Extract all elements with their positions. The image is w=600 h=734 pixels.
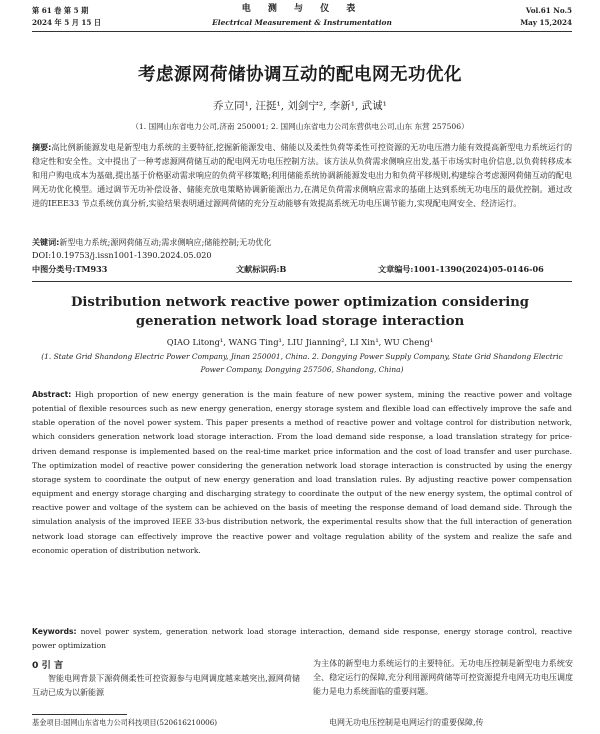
cn-keywords bbox=[32, 236, 572, 250]
header-date-cn: 2024 年 5 月 15 日 bbox=[32, 18, 102, 27]
cn-title: 考虑源网荷储协调互动的配电网无功优化 bbox=[138, 65, 462, 85]
body-right-column: 为主体的新型电力系统运行的主要特征。无功电压控制是新型电力系统安全、稳定运行的保障,充分利用源网荷储等可控资源提升电网无功电压调度能力是电力系统面临的重要问题。 bbox=[313, 659, 573, 697]
footnote-rule bbox=[32, 714, 127, 715]
en-keywords bbox=[32, 625, 572, 653]
body-right-column-continued: 电网无功电压控制是电网运行的重要保障,传 bbox=[329, 718, 484, 727]
en-authors: QIAO Litong¹, WANG Ting¹, LIU Jianning², LI Xin¹, WU Cheng¹ bbox=[166, 337, 434, 347]
cn-abstract bbox=[32, 141, 572, 211]
en-keywords-label: Keywords: bbox=[32, 627, 77, 636]
en-abstract bbox=[32, 388, 572, 558]
en-abstract-text: High proportion of new energy generation is the main feature of new power system, mining the reactive power and voltage potential of flexible resources such as new energy generation, energy storage system and flexible load can effectively improve the safe and stable operation of the novel power system. This paper presents a method of reactive power and voltage control for distribution network, which considers generation network load storage interaction. From the load demand side response, a load translation strategy for price-driven demand response is implemented based on the real-time market price information and the cost of load transfer and user purchase. The optimization model of reactive power considering the generation network load storage interaction is constructed by using the energy storage system to coordinate the output of new energy generation and load translation rules. By adjusting reactive power compensation equipment and energy storage charging and discharging strategy to coordinate the output of the new energy system, the optimal control of reactive power and voltage of the system can be achieved on the basis of meeting the response demand of load demand side. Through the simulation analysis of the improved IEEE 33-bus distribution network, the experimental results show that the full interaction of generation network load storage can effectively improve the reactive power and voltage regulation ability of the system and realize the safe and economic operation of distribution network. bbox=[32, 390, 572, 555]
cn-keywords-text: 新型电力系统;源网荷储互动;需求侧响应;储能控制;无功优化 bbox=[59, 238, 272, 247]
fund-note: 基金项目:国网山东省电力公司科技项目(520616210006) bbox=[32, 718, 218, 727]
article-number: 文章编号:1001-1390(2024)05-0146-06 bbox=[378, 264, 544, 274]
doi: DOI:10.19753/j.issn1001-1390.2024.05.020 bbox=[32, 250, 212, 260]
en-title-line-1: Distribution network reactive power optimization considering bbox=[70, 295, 530, 310]
header-volume: 第 61 卷 第 5 期 bbox=[32, 6, 89, 15]
en-title-line-2: generation network load storage interaction bbox=[135, 314, 465, 329]
body-left-column: 智能电网背景下源荷侧柔性可控资源参与电网调度越来越突出,源网荷储互动已成为以新能源 bbox=[32, 674, 300, 698]
cn-abstract-text: 高比例新能源发电是新型电力系统的主要特征,挖掘新能源发电、储能以及柔性负荷等柔性可控资源的无功电压潜力能有效提高新型电力系统运行的稳定性和安全性。文中提出了一种考虑源网荷储互动的配电网无功电压控制方法。该方法从负荷需求侧响应出发,基于市场实时电价信息,以负荷转移成本和用户购电成本为基础,提出基于价格驱动需求响应的负荷平移策略;利用储能系统协调新能源发电出力和负荷平移规则,构建综合考虑源网荷储互动的配电网无功优化模型。通过调节无功补偿设备、储能充放电策略协调新能源出力,在满足负荷需求侧响应需求的基础上达到系统无功电压的最优控制。通过改进的IEEE33 节点系统仿真分析,实验结果表明通过源网荷储的充分互动能够有效提高系统无功电压调节能力,实现配电网安全、经济运行。 bbox=[32, 143, 572, 209]
en-title bbox=[0, 293, 600, 331]
cn-authors: 乔立同¹, 汪挺¹, 刘剑宁², 李新¹, 武诚¹ bbox=[213, 100, 387, 112]
section-rule bbox=[32, 281, 572, 282]
en-keywords-text: novel power system, generation network load storage interaction, demand side response, energy storage control, reactive power optimization bbox=[32, 627, 572, 651]
section-heading-introduction: 0 引 言 bbox=[32, 660, 64, 671]
en-abstract-label: Abstract: bbox=[32, 390, 72, 399]
en-affiliations: (1. State Grid Shandong Electric Power Company, Jinan 250001, China. 2. Dongying Power Supply Company, State Grid Shandong Electric Power Company, Dongying 257506, Shandong, China) bbox=[41, 352, 563, 374]
header-rule bbox=[32, 31, 572, 32]
clc-number: 中图分类号:TM933 bbox=[32, 264, 108, 274]
cn-affiliations: （1. 国网山东省电力公司,济南 250001; 2. 国网山东省电力公司东营供电公司,山东 东营 257506） bbox=[131, 122, 469, 131]
header-volume-en: Vol.61 No.5 bbox=[525, 6, 572, 15]
cn-keywords-label: 关键词: bbox=[32, 238, 60, 247]
header-journal-en: Electrical Measurement & Instrumentation bbox=[212, 18, 392, 27]
cn-abstract-label: 摘要: bbox=[32, 143, 52, 152]
document-code: 文献标识码:B bbox=[236, 264, 287, 274]
header-journal-cn: 电 测 与 仪 表 bbox=[241, 4, 363, 14]
header-date-en: May 15,2024 bbox=[520, 18, 572, 27]
